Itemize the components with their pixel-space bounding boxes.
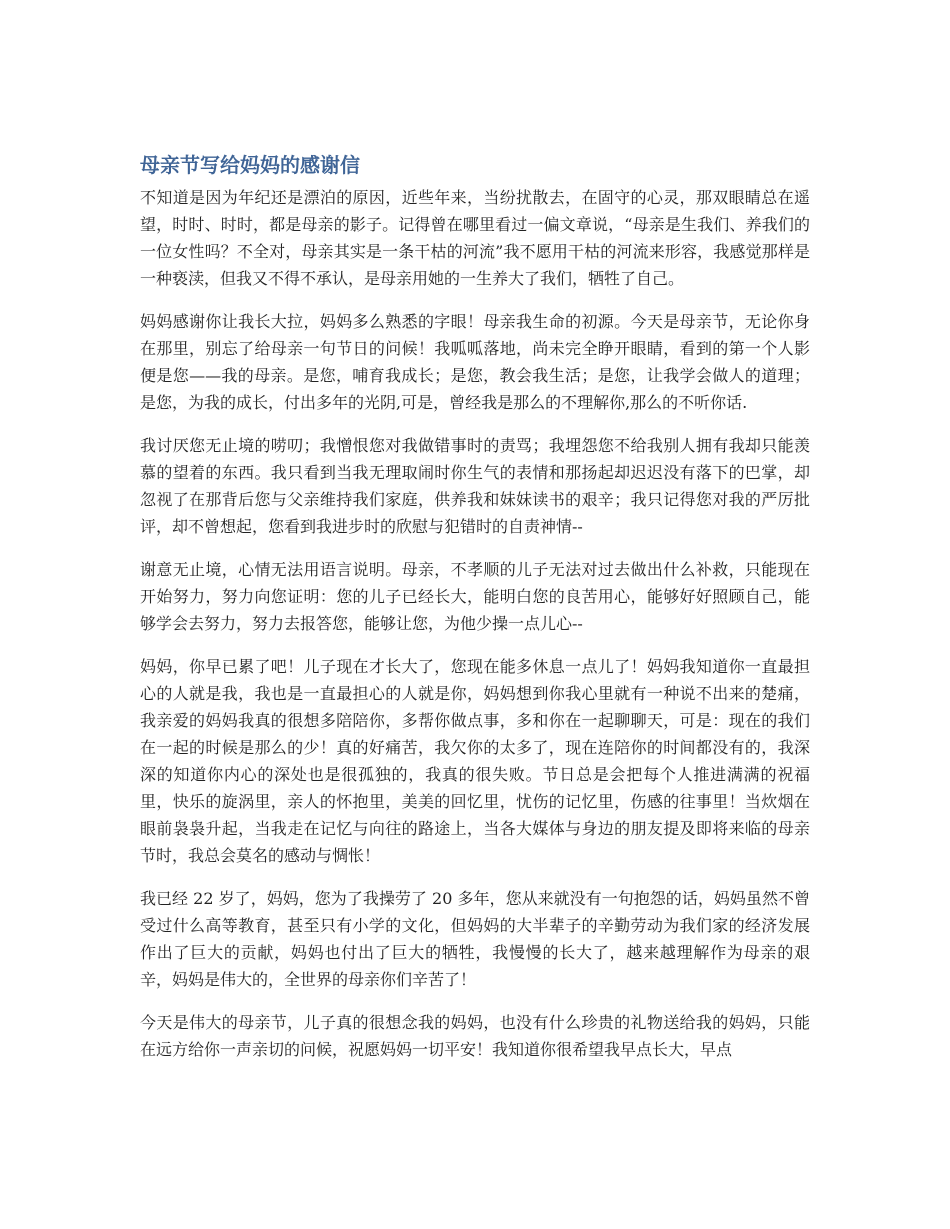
paragraph-4: 谢意无止境，心情无法用语言说明。母亲，不孝顺的儿子无法对过去做出什么补救，只能现在开始努力，努力向您证明：您的儿子已经长大，能明白您的良苦用心，能够好好照顾自己，能够学会去努力，努力去报答您，能够让您，为他少操一点儿心-- <box>140 560 810 633</box>
paragraph-2: 妈妈感谢你让我长大拉，妈妈多么熟悉的字眼！母亲我生命的初源。今天是母亲节，无论你身在那里，别忘了给母亲一句节日的问候！我呱呱落地，尚未完全睁开眼睛，看到的第一个人影便是您——我的母亲。是您，哺育我成长；是您，教会我生活；是您，让我学会做人的道理；是您，为我的成长，付出多年的光阴,可是，曾经我是那么的不理解你,那么的不听你话. <box>140 312 810 412</box>
paragraph-6: 我已经 22 岁了，妈妈，您为了我操劳了 20 多年，您从来就没有一句抱怨的话，妈妈虽然不曾受过什么高等教育，甚至只有小学的文化，但妈妈的大半辈子的辛勤劳动为我们家的经济发展作出了巨大的贡献，妈妈也付出了巨大的牺牲，我慢慢的长大了，越来越理解作为母亲的艰辛，妈妈是伟大的，全世界的母亲你们辛苦了！ <box>140 889 810 989</box>
paragraph-1: 不知道是因为年纪还是漂泊的原因，近些年来，当纷扰散去，在固守的心灵，那双眼睛总在遥望，时时、时时，都是母亲的影子。记得曾在哪里看过一偏文章说，“母亲是生我们、养我们的一位女性吗？不全对，母亲其实是一条干枯的河流”我不愿用干枯的河流来形容，我感觉那样是一种亵渎，但我又不得不承认，是母亲用她的一生养大了我们，牺牲了自己。 <box>140 188 810 288</box>
paragraph-3: 我讨厌您无止境的唠叨；我憎恨您对我做错事时的责骂；我埋怨您不给我别人拥有我却只能羡慕的望着的东西。我只看到当我无理取闹时你生气的表情和那扬起却迟迟没有落下的巴掌，却忽视了在那背后您与父亲维持我们家庭，供养我和妹妹读书的艰辛；我只记得您对我的严厉批评，却不曾想起，您看到我进步时的欣慰与犯错时的自责神情-- <box>140 436 810 536</box>
paragraph-7: 今天是伟大的母亲节，儿子真的很想念我的妈妈，也没有什么珍贵的礼物送给我的妈妈，只能在远方给你一声亲切的问候，祝愿妈妈一切平安！我知道你很希望我早点长大，早点 <box>140 1013 810 1059</box>
document-title: 母亲节写给妈妈的感谢信 <box>140 153 360 177</box>
paragraph-5: 妈妈，你早已累了吧！儿子现在才长大了，您现在能多休息一点儿了！妈妈我知道你一直最担心的人就是我，我也是一直最担心的人就是你，妈妈想到你我心里就有一种说不出来的楚痛，我亲爱的妈妈我真的很想多陪陪你，多帮你做点事，多和你在一起聊聊天，可是：现在的我们在一起的时候是那么的少！真的好痛苦，我欠你的太多了，现在连陪你的时间都没有的，我深深的知道你内心的深处也是很孤独的，我真的很失败。节日总是会把每个人推进满满的祝福里，快乐的旋涡里，亲人的怀抱里，美美的回忆里，忧伤的记忆里，伤感的往事里！当炊烟在眼前袅袅升起，当我走在记忆与向往的路途上，当各大媒体与身边的朋友提及即将来临的母亲节时，我总会莫名的感动与惆怅！ <box>140 657 810 865</box>
document-content <box>140 150 810 1079</box>
